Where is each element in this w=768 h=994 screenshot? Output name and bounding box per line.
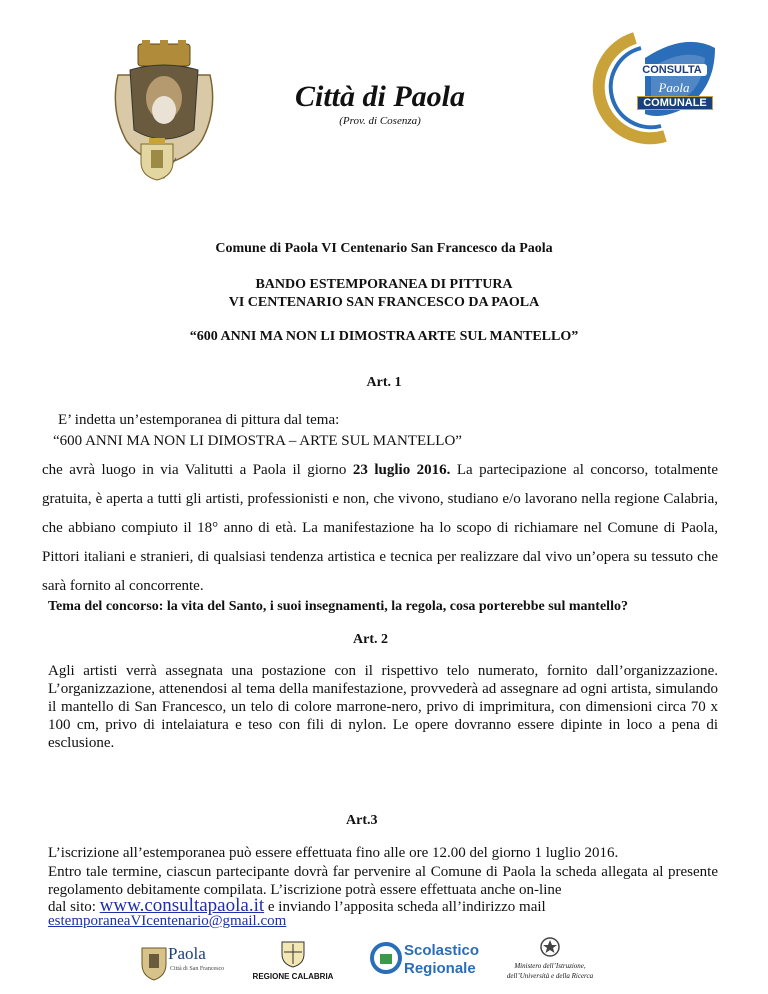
consulta-logo-line1: CONSULTA <box>637 64 707 76</box>
paola-shield-icon <box>140 942 168 982</box>
art3-line1: L’iscrizione all’estemporanea può essere effettuata fino alle ore 12.00 del giorno 1 luglio 2016. <box>48 845 619 861</box>
footer-paola-logo <box>140 938 230 986</box>
footer-scolastico-regionale-logo <box>370 940 490 986</box>
art1-line2: “600 ANNI MA NON LI DIMOSTRA – ARTE SUL MANTELLO” <box>53 433 462 449</box>
site-suffix: e inviando l’apposita scheda all’indirizzo mail <box>264 899 546 915</box>
footer-regione-calabria-logo <box>252 936 334 990</box>
art1-date: 23 luglio 2016. <box>352 462 451 478</box>
art2-body: Agli artisti verrà assegnata una postazione con il rispettivo telo numerato, fornito dall’organizzazione. L’organizzazione, attenendosi al tema della manifestazione, provvederà ad assegnare ad ogni artista, simulando il mantello di San Francesco, un telo di colore marrone-nero, privo di imprimitura, con dimensioni circa 70 x 100 cm, privo di intelaiatura e teso con fili di nylon. Le opere dovranno essere dipinte in loco a pena di esclusione. <box>48 663 718 751</box>
email-link[interactable]: estemporaneaVIcentenario@gmail.com <box>48 913 287 929</box>
consulta-logo-line2: Paola <box>658 80 690 95</box>
calabria-logo-text: REGIONE CALABRIA <box>252 972 334 981</box>
art1-body <box>42 456 718 601</box>
site-link[interactable]: www.consultapaola.it <box>99 895 265 916</box>
art2-heading: Art. 2 <box>353 632 388 647</box>
art1-body-pre: che avrà luogo in via Valitutti a Paola il giorno <box>42 462 353 478</box>
ministero-line2: dell’Università e della Ricerca <box>506 972 594 980</box>
bando-title-line1: BANDO ESTEMPORANEA DI PITTURA <box>255 277 513 292</box>
scolastico-line1: Scolastico <box>404 942 480 959</box>
art1-body-post: La partecipazione al concorso, totalmente gratuita, è aperta a tutti gli artisti, professionisti e non, che vivono, studiano e/o lavorano nella regione Calabria, che abbiano compiuto il 18° anno di età. La manifestazione ha lo scopo di richiamare nel Comune di Paola, Pittori italiani e stranieri, di qualsiasi tendenza artistica e tecnica per realizzare dal vivo un’opera su tessuto che sarà fornito al concorrente. <box>42 462 718 594</box>
organizer-line: Comune di Paola VI Centenario San Francesco da Paola <box>215 241 553 256</box>
theme-statement: Tema del concorso: la vita del Santo, i suoi insegnamenti, la regola, cosa porterebbe sul mantello? <box>48 599 628 614</box>
motto: “600 ANNI MA NON LI DIMOSTRA ARTE SUL MANTELLO” <box>189 329 579 344</box>
scolastico-emblem-icon <box>370 940 402 980</box>
site-prefix: dal sito: <box>48 899 100 915</box>
consulta-logo-line3: COMUNALE <box>637 96 713 110</box>
art1-line1: E’ indetta un’estemporanea di pittura dal tema: <box>58 412 340 428</box>
art3-line2: Entro tale termine, ciascun partecipante dovrà far pervenire al Comune di Paola la scheda allegata al presente regolamento debitamente compilata. L’iscrizione potrà essere effettuata anche on-line <box>48 864 718 898</box>
paola-logo-subtext: Città di San Francesco <box>170 966 225 972</box>
bando-title-line2: VI CENTENARIO SAN FRANCESCO DA PAOLA <box>228 295 540 310</box>
province-subtitle: (Prov. di Cosenza) <box>339 115 421 127</box>
city-title: Città di Paola <box>294 80 465 113</box>
republic-emblem-icon <box>539 936 561 958</box>
footer-ministero-logo <box>495 936 605 990</box>
art1-heading: Art. 1 <box>366 375 402 390</box>
scolastico-line2: Regionale <box>404 960 476 977</box>
small-emblem-icon <box>137 138 177 182</box>
paola-logo-text: Paola <box>168 944 206 963</box>
consulta-comunale-logo <box>565 28 725 148</box>
art3-heading: Art.3 <box>346 813 378 828</box>
ministero-line1: Ministero dell’Istruzione, <box>514 962 586 970</box>
calabria-crest-icon <box>280 938 306 968</box>
